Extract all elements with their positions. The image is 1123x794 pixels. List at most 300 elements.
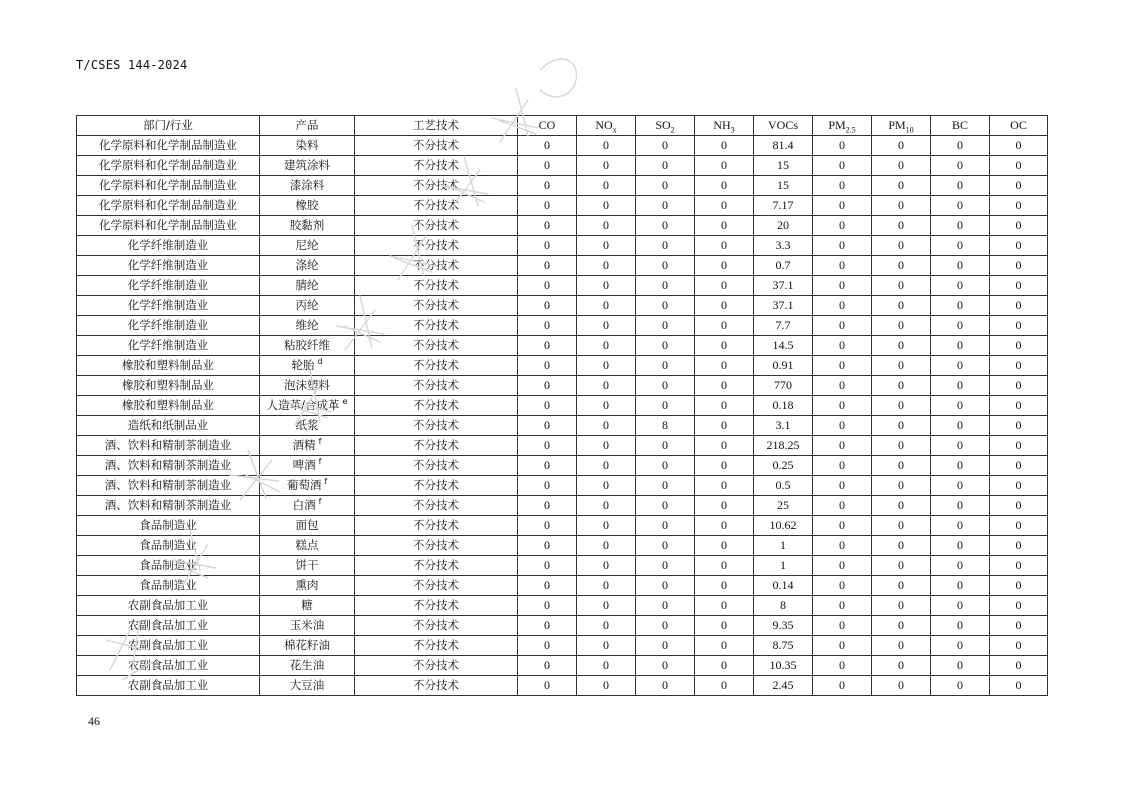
cell-so2: 0 — [636, 336, 695, 356]
table-body — [77, 136, 1048, 696]
product-name: 腈纶 — [295, 278, 319, 292]
cell-pm10: 0 — [872, 336, 931, 356]
cell-vocs: 8 — [754, 596, 813, 616]
table-row — [77, 496, 1048, 516]
cell-nh3: 0 — [695, 356, 754, 376]
cell-sector: 农副食品加工业 — [77, 596, 260, 616]
table-row — [77, 196, 1048, 216]
cell-pm10: 0 — [872, 436, 931, 456]
cell-tech: 不分技术 — [355, 616, 518, 636]
cell-sector: 橡胶和塑料制品业 — [77, 396, 260, 416]
cell-oc: 0 — [990, 636, 1048, 656]
emission-factor-table — [76, 115, 1048, 696]
cell-pm10: 0 — [872, 176, 931, 196]
product-name: 维纶 — [295, 318, 319, 332]
cell-product — [260, 476, 355, 496]
cell-tech: 不分技术 — [355, 676, 518, 696]
cell-product — [260, 656, 355, 676]
cell-bc: 0 — [931, 316, 990, 336]
table-row — [77, 356, 1048, 376]
cell-bc: 0 — [931, 216, 990, 236]
cell-so2: 0 — [636, 196, 695, 216]
cell-pm25: 0 — [813, 136, 872, 156]
cell-so2: 0 — [636, 276, 695, 296]
cell-nox: 0 — [577, 516, 636, 536]
product-name: 橡胶 — [295, 198, 319, 212]
cell-pm10: 0 — [872, 376, 931, 396]
table-row — [77, 516, 1048, 536]
col-header-so2: $SO_2$ — [636, 116, 695, 136]
table-row — [77, 656, 1048, 676]
cell-pm10: 0 — [872, 296, 931, 316]
table-row — [77, 176, 1048, 196]
cell-tech: 不分技术 — [355, 416, 518, 436]
cell-pm25: 0 — [813, 536, 872, 556]
cell-co: 0 — [518, 516, 577, 536]
cell-tech: 不分技术 — [355, 296, 518, 316]
cell-pm25: 0 — [813, 276, 872, 296]
product-name: 啤酒 — [292, 458, 316, 472]
cell-oc: 0 — [990, 536, 1048, 556]
cell-tech: 不分技术 — [355, 576, 518, 596]
cell-co: 0 — [518, 316, 577, 336]
cell-product — [260, 256, 355, 276]
product-name: 涤纶 — [295, 258, 319, 272]
cell-tech: 不分技术 — [355, 536, 518, 556]
cell-tech: 不分技术 — [355, 216, 518, 236]
table-row — [77, 216, 1048, 236]
cell-so2: 0 — [636, 156, 695, 176]
cell-so2: 0 — [636, 576, 695, 596]
cell-vocs: 3.3 — [754, 236, 813, 256]
cell-sector: 酒、饮料和精制茶制造业 — [77, 436, 260, 456]
cell-bc: 0 — [931, 616, 990, 636]
cell-product — [260, 276, 355, 296]
cell-sector: 化学原料和化学制品制造业 — [77, 216, 260, 236]
cell-sector: 食品制造业 — [77, 516, 260, 536]
cell-pm10: 0 — [872, 556, 931, 576]
cell-bc: 0 — [931, 396, 990, 416]
cell-nh3: 0 — [695, 536, 754, 556]
cell-vocs: 0.18 — [754, 396, 813, 416]
cell-nox: 0 — [577, 536, 636, 556]
cell-vocs: 0.91 — [754, 356, 813, 376]
cell-nox: 0 — [577, 276, 636, 296]
product-name: 纸浆 — [295, 418, 319, 432]
table-row — [77, 536, 1048, 556]
table-row — [77, 576, 1048, 596]
cell-sector: 化学纤维制造业 — [77, 276, 260, 296]
cell-vocs: 0.25 — [754, 456, 813, 476]
cell-co: 0 — [518, 536, 577, 556]
table-row — [77, 316, 1048, 336]
cell-oc: 0 — [990, 456, 1048, 476]
cell-sector: 化学原料和化学制品制造业 — [77, 136, 260, 156]
product-name: 玉米油 — [289, 618, 325, 632]
cell-pm10: 0 — [872, 536, 931, 556]
cell-sector: 酒、饮料和精制茶制造业 — [77, 456, 260, 476]
cell-vocs: 15 — [754, 176, 813, 196]
cell-product — [260, 496, 355, 516]
cell-co: 0 — [518, 576, 577, 596]
cell-pm10: 0 — [872, 576, 931, 596]
cell-so2: 8 — [636, 416, 695, 436]
col-header-vocs: VOCs — [754, 116, 813, 136]
product-name: 糕点 — [295, 538, 319, 552]
cell-tech: 不分技术 — [355, 376, 518, 396]
cell-nh3: 0 — [695, 196, 754, 216]
cell-nox: 0 — [577, 156, 636, 176]
cell-nox: 0 — [577, 256, 636, 276]
cell-so2: 0 — [636, 676, 695, 696]
table-row — [77, 376, 1048, 396]
col-header-pm10: $PM_{10}$ — [872, 116, 931, 136]
cell-oc: 0 — [990, 516, 1048, 536]
cell-bc: 0 — [931, 176, 990, 196]
cell-so2: 0 — [636, 476, 695, 496]
table-row — [77, 476, 1048, 496]
cell-product — [260, 336, 355, 356]
cell-co: 0 — [518, 216, 577, 236]
cell-so2: 0 — [636, 356, 695, 376]
cell-co: 0 — [518, 256, 577, 276]
cell-tech: 不分技术 — [355, 336, 518, 356]
cell-vocs: 3.1 — [754, 416, 813, 436]
cell-sector: 化学原料和化学制品制造业 — [77, 196, 260, 216]
cell-oc: 0 — [990, 576, 1048, 596]
cell-vocs: 10.35 — [754, 656, 813, 676]
cell-oc: 0 — [990, 316, 1048, 336]
cell-oc: 0 — [990, 236, 1048, 256]
product-name: 棉花籽油 — [284, 638, 330, 652]
cell-co: 0 — [518, 276, 577, 296]
cell-nox: 0 — [577, 336, 636, 356]
cell-tech: 不分技术 — [355, 256, 518, 276]
cell-pm10: 0 — [872, 136, 931, 156]
cell-vocs: 14.5 — [754, 336, 813, 356]
cell-co: 0 — [518, 436, 577, 456]
cell-nox: 0 — [577, 176, 636, 196]
product-name: 建筑涂料 — [284, 158, 330, 172]
cell-co: 0 — [518, 616, 577, 636]
cell-vocs: 1 — [754, 556, 813, 576]
cell-nox: 0 — [577, 476, 636, 496]
cell-product — [260, 176, 355, 196]
cell-nox: 0 — [577, 456, 636, 476]
cell-pm10: 0 — [872, 476, 931, 496]
cell-nox: 0 — [577, 236, 636, 256]
cell-pm25: 0 — [813, 596, 872, 616]
cell-vocs: 0.14 — [754, 576, 813, 596]
product-name: 白酒 — [292, 498, 316, 512]
cell-bc: 0 — [931, 556, 990, 576]
product-name: 花生油 — [289, 658, 325, 672]
cell-co: 0 — [518, 236, 577, 256]
cell-so2: 0 — [636, 396, 695, 416]
cell-pm25: 0 — [813, 216, 872, 236]
cell-vocs: 37.1 — [754, 276, 813, 296]
cell-product — [260, 356, 355, 376]
cell-nox: 0 — [577, 316, 636, 336]
cell-tech: 不分技术 — [355, 356, 518, 376]
footnote-marker: f — [318, 437, 322, 447]
cell-product — [260, 196, 355, 216]
cell-sector: 化学纤维制造业 — [77, 316, 260, 336]
cell-sector: 化学纤维制造业 — [77, 236, 260, 256]
cell-nh3: 0 — [695, 376, 754, 396]
cell-oc: 0 — [990, 416, 1048, 436]
cell-nox: 0 — [577, 296, 636, 316]
cell-tech: 不分技术 — [355, 456, 518, 476]
cell-bc: 0 — [931, 256, 990, 276]
cell-pm25: 0 — [813, 376, 872, 396]
cell-so2: 0 — [636, 596, 695, 616]
table-row — [77, 556, 1048, 576]
cell-nox: 0 — [577, 136, 636, 156]
cell-bc: 0 — [931, 416, 990, 436]
cell-pm25: 0 — [813, 396, 872, 416]
cell-nox: 0 — [577, 616, 636, 636]
cell-tech: 不分技术 — [355, 656, 518, 676]
cell-pm10: 0 — [872, 276, 931, 296]
product-name: 糖 — [301, 598, 313, 612]
product-name: 酒精 — [292, 438, 316, 452]
cell-bc: 0 — [931, 456, 990, 476]
cell-pm25: 0 — [813, 516, 872, 536]
cell-product — [260, 236, 355, 256]
cell-nh3: 0 — [695, 456, 754, 476]
cell-nh3: 0 — [695, 396, 754, 416]
cell-so2: 0 — [636, 456, 695, 476]
cell-pm10: 0 — [872, 196, 931, 216]
cell-nox: 0 — [577, 356, 636, 376]
cell-nh3: 0 — [695, 296, 754, 316]
cell-oc: 0 — [990, 156, 1048, 176]
cell-tech: 不分技术 — [355, 596, 518, 616]
cell-vocs: 25 — [754, 496, 813, 516]
cell-tech: 不分技术 — [355, 556, 518, 576]
cell-co: 0 — [518, 136, 577, 156]
cell-co: 0 — [518, 596, 577, 616]
cell-bc: 0 — [931, 516, 990, 536]
cell-product — [260, 136, 355, 156]
cell-sector: 化学纤维制造业 — [77, 256, 260, 276]
cell-nh3: 0 — [695, 176, 754, 196]
cell-tech: 不分技术 — [355, 476, 518, 496]
product-name: 泡沫塑料 — [284, 378, 330, 392]
cell-nh3: 0 — [695, 216, 754, 236]
cell-nox: 0 — [577, 396, 636, 416]
cell-bc: 0 — [931, 676, 990, 696]
cell-pm10: 0 — [872, 456, 931, 476]
product-name: 面包 — [295, 518, 319, 532]
table-row — [77, 336, 1048, 356]
cell-nox: 0 — [577, 596, 636, 616]
cell-co: 0 — [518, 416, 577, 436]
cell-sector: 食品制造业 — [77, 576, 260, 596]
cell-pm25: 0 — [813, 356, 872, 376]
page-number: 46 — [88, 714, 100, 728]
cell-product — [260, 676, 355, 696]
cell-sector: 酒、饮料和精制茶制造业 — [77, 476, 260, 496]
cell-bc: 0 — [931, 336, 990, 356]
cell-nh3: 0 — [695, 636, 754, 656]
cell-so2: 0 — [636, 436, 695, 456]
cell-nox: 0 — [577, 196, 636, 216]
cell-oc: 0 — [990, 336, 1048, 356]
cell-vocs: 81.4 — [754, 136, 813, 156]
cell-pm10: 0 — [872, 676, 931, 696]
table-row — [77, 296, 1048, 316]
cell-co: 0 — [518, 376, 577, 396]
cell-nh3: 0 — [695, 256, 754, 276]
cell-nh3: 0 — [695, 616, 754, 636]
cell-sector: 化学原料和化学制品制造业 — [77, 156, 260, 176]
cell-so2: 0 — [636, 516, 695, 536]
cell-sector: 造纸和纸制品业 — [77, 416, 260, 436]
cell-bc: 0 — [931, 636, 990, 656]
cell-sector: 农副食品加工业 — [77, 676, 260, 696]
cell-oc: 0 — [990, 136, 1048, 156]
cell-oc: 0 — [990, 616, 1048, 636]
cell-tech: 不分技术 — [355, 496, 518, 516]
product-name: 饼干 — [295, 558, 319, 572]
cell-bc: 0 — [931, 136, 990, 156]
cell-oc: 0 — [990, 396, 1048, 416]
col-header-product: 产品 — [260, 116, 355, 136]
product-name: 漆涂料 — [289, 178, 325, 192]
footnote-marker: f — [324, 477, 328, 487]
cell-oc: 0 — [990, 176, 1048, 196]
cell-nh3: 0 — [695, 416, 754, 436]
table-row — [77, 436, 1048, 456]
cell-bc: 0 — [931, 296, 990, 316]
col-header-co: CO — [518, 116, 577, 136]
cell-pm25: 0 — [813, 476, 872, 496]
cell-pm25: 0 — [813, 236, 872, 256]
table-row — [77, 156, 1048, 176]
cell-nh3: 0 — [695, 236, 754, 256]
cell-bc: 0 — [931, 156, 990, 176]
col-header-nh3: $NH_3$ — [695, 116, 754, 136]
cell-tech: 不分技术 — [355, 636, 518, 656]
cell-bc: 0 — [931, 476, 990, 496]
cell-pm10: 0 — [872, 636, 931, 656]
cell-bc: 0 — [931, 536, 990, 556]
cell-vocs: 218.25 — [754, 436, 813, 456]
cell-so2: 0 — [636, 656, 695, 676]
cell-vocs: 1 — [754, 536, 813, 556]
product-name: 尼纶 — [295, 238, 319, 252]
document-code: T/CSES 144-2024 — [76, 58, 188, 72]
cell-nox: 0 — [577, 216, 636, 236]
cell-so2: 0 — [636, 496, 695, 516]
cell-pm10: 0 — [872, 316, 931, 336]
footnote-marker: f — [318, 457, 322, 467]
cell-oc: 0 — [990, 216, 1048, 236]
cell-oc: 0 — [990, 276, 1048, 296]
cell-sector: 农副食品加工业 — [77, 616, 260, 636]
cell-nox: 0 — [577, 556, 636, 576]
cell-product — [260, 636, 355, 656]
cell-nh3: 0 — [695, 676, 754, 696]
cell-co: 0 — [518, 156, 577, 176]
cell-bc: 0 — [931, 276, 990, 296]
product-name: 胶黏剂 — [289, 218, 325, 232]
cell-so2: 0 — [636, 136, 695, 156]
cell-bc: 0 — [931, 436, 990, 456]
cell-pm25: 0 — [813, 616, 872, 636]
cell-nh3: 0 — [695, 136, 754, 156]
cell-pm25: 0 — [813, 156, 872, 176]
cell-pm25: 0 — [813, 656, 872, 676]
cell-bc: 0 — [931, 596, 990, 616]
cell-nox: 0 — [577, 416, 636, 436]
table-row — [77, 236, 1048, 256]
cell-vocs: 20 — [754, 216, 813, 236]
cell-so2: 0 — [636, 636, 695, 656]
cell-oc: 0 — [990, 196, 1048, 216]
cell-oc: 0 — [990, 256, 1048, 276]
table-row — [77, 596, 1048, 616]
cell-sector: 化学原料和化学制品制造业 — [77, 176, 260, 196]
cell-bc: 0 — [931, 376, 990, 396]
cell-so2: 0 — [636, 376, 695, 396]
cell-pm10: 0 — [872, 396, 931, 416]
cell-pm10: 0 — [872, 656, 931, 676]
cell-nh3: 0 — [695, 656, 754, 676]
cell-pm25: 0 — [813, 256, 872, 276]
cell-nh3: 0 — [695, 516, 754, 536]
cell-sector: 化学纤维制造业 — [77, 296, 260, 316]
cell-co: 0 — [518, 336, 577, 356]
product-name: 葡萄酒 — [286, 478, 322, 492]
table-row — [77, 416, 1048, 436]
cell-co: 0 — [518, 176, 577, 196]
table-row — [77, 276, 1048, 296]
cell-tech: 不分技术 — [355, 516, 518, 536]
cell-oc: 0 — [990, 376, 1048, 396]
cell-oc: 0 — [990, 676, 1048, 696]
cell-vocs: 0.5 — [754, 476, 813, 496]
cell-pm25: 0 — [813, 636, 872, 656]
cell-co: 0 — [518, 676, 577, 696]
cell-pm25: 0 — [813, 196, 872, 216]
cell-pm10: 0 — [872, 596, 931, 616]
cell-pm10: 0 — [872, 416, 931, 436]
cell-pm25: 0 — [813, 436, 872, 456]
cell-sector: 食品制造业 — [77, 556, 260, 576]
product-name: 大豆油 — [289, 678, 325, 692]
col-header-pm25: $PM_{2.5}$ — [813, 116, 872, 136]
cell-oc: 0 — [990, 496, 1048, 516]
cell-tech: 不分技术 — [355, 236, 518, 256]
cell-pm10: 0 — [872, 616, 931, 636]
product-name: 熏肉 — [295, 578, 319, 592]
cell-pm25: 0 — [813, 496, 872, 516]
cell-vocs: 10.62 — [754, 516, 813, 536]
cell-pm10: 0 — [872, 156, 931, 176]
product-name: 染料 — [295, 138, 319, 152]
cell-tech: 不分技术 — [355, 316, 518, 336]
cell-sector: 食品制造业 — [77, 536, 260, 556]
cell-co: 0 — [518, 636, 577, 656]
table-row — [77, 456, 1048, 476]
cell-sector: 化学纤维制造业 — [77, 336, 260, 356]
cell-vocs: 37.1 — [754, 296, 813, 316]
cell-sector: 农副食品加工业 — [77, 656, 260, 676]
cell-nh3: 0 — [695, 476, 754, 496]
